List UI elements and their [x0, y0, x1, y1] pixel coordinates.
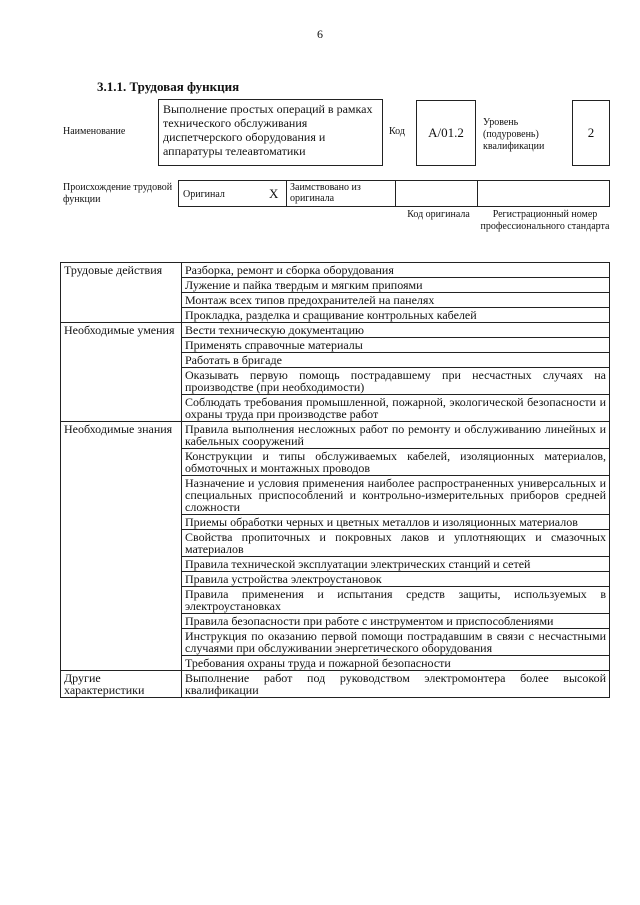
origin-label: Происхождение трудовой функции	[63, 182, 173, 205]
function-table	[60, 262, 610, 698]
item-cell: Правила технической эксплуатации электрических станций и сетей	[182, 557, 610, 572]
item-cell: Свойства пропиточных и покровных лаков и уплотняющих и смазочных материалов	[182, 530, 610, 557]
category-cell	[61, 515, 182, 530]
table-row	[61, 530, 610, 557]
table-row	[61, 338, 610, 353]
code-label: Код	[389, 126, 405, 137]
table-row	[61, 323, 610, 338]
category-cell	[61, 614, 182, 629]
category-label: Трудовые действия	[64, 263, 163, 277]
table-row	[61, 263, 610, 278]
item-cell: Правила устройства электроустановок	[182, 572, 610, 587]
name-label: Наименование	[63, 126, 126, 137]
category-cell	[61, 263, 182, 278]
item-cell: Назначение и условия применения наиболее распространенных универсальных и специальных приспособлений и контрольно-измерительных приборов средней сложности	[182, 476, 610, 515]
table-row	[61, 449, 610, 476]
category-cell	[61, 671, 182, 698]
table-row	[61, 278, 610, 293]
category-cell	[61, 476, 182, 515]
item-cell: Вести техническую документацию	[182, 323, 610, 338]
category-cell	[61, 395, 182, 422]
table-row	[61, 293, 610, 308]
category-cell	[61, 422, 182, 449]
level-label: Уровень (подуровень) квалификации	[483, 117, 545, 152]
table-row	[61, 671, 610, 698]
category-cell	[61, 530, 182, 557]
function-name: Выполнение простых операций в рамках технического обслуживания диспетчерского оборудования и аппаратуры телеавтоматики	[158, 99, 383, 166]
category-cell	[61, 629, 182, 656]
borrowed-label: Заимствовано из оригинала	[290, 182, 361, 204]
qualification-level: 2	[572, 100, 610, 166]
category-cell	[61, 587, 182, 614]
original-cell	[178, 180, 287, 207]
origin-row	[178, 180, 610, 207]
code-original-caption: Код оригинала	[407, 209, 470, 220]
item-cell: Применять справочные материалы	[182, 338, 610, 353]
table-row	[61, 656, 610, 671]
table-row	[61, 587, 610, 614]
category-cell	[61, 572, 182, 587]
category-label: Необходимые умения	[64, 323, 175, 337]
item-cell: Монтаж всех типов предохранителей на панелях	[182, 293, 610, 308]
category-cell	[61, 557, 182, 572]
category-label: Необходимые знания	[64, 422, 173, 436]
table-row	[61, 572, 610, 587]
table-row	[61, 422, 610, 449]
reg-number-caption: Регистрационный номер профессионального стандарта	[480, 209, 610, 232]
item-cell: Конструкции и типы обслуживаемых кабелей, изоляционных материалов, обмоточных и монтажных проводов	[182, 449, 610, 476]
section-title: 3.1.1. Трудовая функция	[97, 79, 240, 94]
table-row	[61, 353, 610, 368]
table-row	[61, 614, 610, 629]
category-cell	[61, 308, 182, 323]
category-cell	[61, 656, 182, 671]
category-cell	[61, 338, 182, 353]
item-cell: Лужение и пайка твердым и мягким припоями	[182, 278, 610, 293]
category-cell	[61, 368, 182, 395]
table-row	[61, 629, 610, 656]
table-row	[61, 395, 610, 422]
item-cell: Прокладка, разделка и сращивание контрольных кабелей	[182, 308, 610, 323]
item-cell: Правила выполнения несложных работ по ремонту и обслуживанию линейных и кабельных сооружений	[182, 422, 610, 449]
borrowed-cell	[286, 180, 396, 207]
category-cell	[61, 278, 182, 293]
item-cell: Требования охраны труда и пожарной безопасности	[182, 656, 610, 671]
item-cell: Выполнение работ под руководством электромонтера более высокой квалификации	[182, 671, 610, 698]
original-mark: X	[269, 186, 279, 201]
function-code: A/01.2	[416, 100, 476, 166]
original-label: Оригинал	[183, 189, 225, 200]
table-row	[61, 476, 610, 515]
item-cell: Приемы обработки черных и цветных металлов и изоляционных материалов	[182, 515, 610, 530]
page-number: 6	[317, 27, 323, 41]
item-cell: Оказывать первую помощь пострадавшему при несчастных случаях на производстве (при необходимости)	[182, 368, 610, 395]
item-cell: Правила безопасности при работе с инструментом и приспособлениями	[182, 614, 610, 629]
category-cell	[61, 293, 182, 308]
table-row	[61, 308, 610, 323]
table-row	[61, 368, 610, 395]
category-cell	[61, 353, 182, 368]
table-row	[61, 557, 610, 572]
table-row	[61, 515, 610, 530]
item-cell: Правила применения и испытания средств защиты, используемых в электроустановках	[182, 587, 610, 614]
code-original-cell	[395, 180, 478, 207]
item-cell: Соблюдать требования промышленной, пожарной, экологической безопасности и охраны труда при производстве работ	[182, 395, 610, 422]
item-cell: Работать в бригаде	[182, 353, 610, 368]
category-label: Другие характеристики	[64, 671, 145, 697]
item-cell: Разборка, ремонт и сборка оборудования	[182, 263, 610, 278]
category-cell	[61, 449, 182, 476]
reg-number-cell	[477, 180, 610, 207]
category-cell	[61, 323, 182, 338]
item-cell: Инструкция по оказанию первой помощи пострадавшим в связи с несчастными случаями при обслуживании энергетического оборудования	[182, 629, 610, 656]
